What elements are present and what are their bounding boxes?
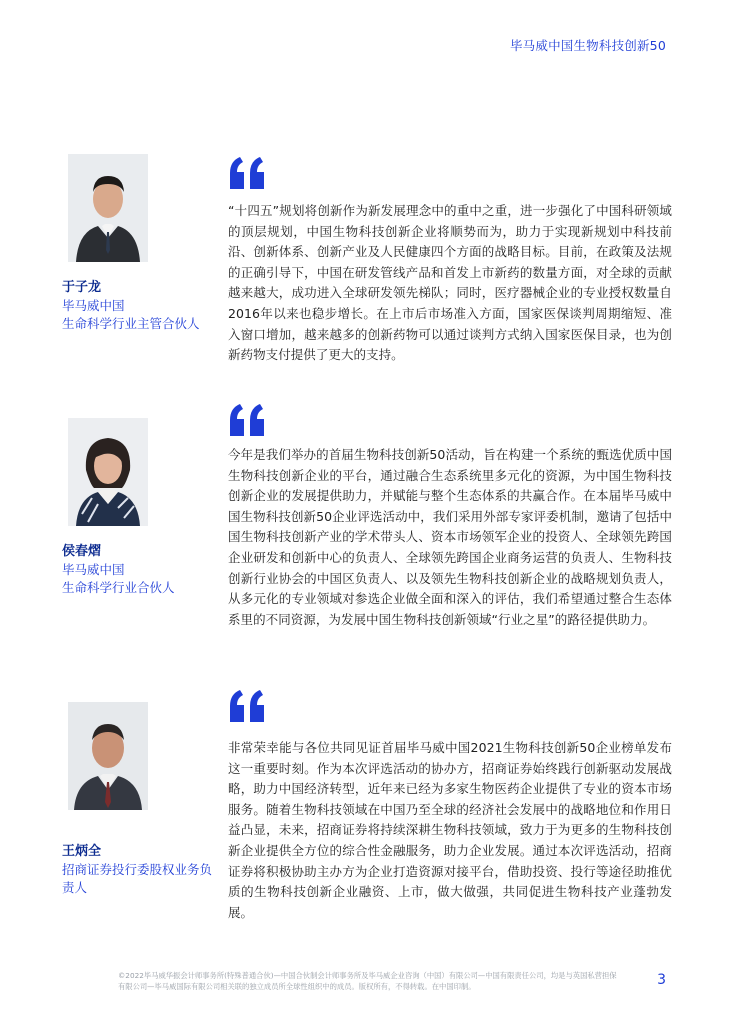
portrait-photo-icon — [68, 418, 148, 526]
portrait-photo — [68, 154, 148, 262]
person-title-text: 毕马威中国 生命科学行业合伙人 — [62, 562, 175, 595]
person-title — [62, 561, 212, 597]
person-title — [62, 861, 212, 897]
portrait-photo-icon — [68, 702, 148, 810]
quote-mark-icon — [228, 688, 268, 722]
person-title-text: 招商证券投行委股权业务负责人 — [62, 862, 213, 895]
person-name: 于子龙 — [62, 280, 102, 295]
footer-legal-text: ©2022毕马威华振会计师事务所(特殊普通合伙)—中国合伙制会计师事务所及毕马威企业咨询（中国）有限公司—中国有限责任公司，均是与英国私营担保有限公司—毕马威国际有限公司相关联的独立成员所全球性组织中的成员。版权所有，不得转载。在中国印制。 — [118, 971, 617, 991]
portrait-photo-icon — [68, 154, 148, 262]
portrait-photo — [68, 702, 148, 810]
quote-mark-icon — [228, 155, 268, 189]
person-title-text: 毕马威中国 生命科学行业主管合伙人 — [62, 298, 200, 331]
quote-text: “十四五”规划将创新作为新发展理念中的重中之重，进一步强化了中国科研领域的顶层规划，中国生物科技创新企业将顺势而为，助力于实现新规划中科技前沿、创新体系、创新产业及人民健康四个方面的战略目标。目前，在政策及法规的正确引导下，中国在研发管线产品和首发上市新药的数量方面，对全球的贡献越来越大，成功进入全球研发领先梯队；同时，医疗器械企业的专业授权数量自2016年以来也稳步增长。在上市后市场准入方面，国家医保谈判周期缩短、准入窗口增加，越来越多的创新药物可以通过谈判方式纳入国家医保目录，也为创新药物支付提供了更大的支持。 — [228, 203, 672, 363]
person-name: 侯春熠 — [62, 544, 102, 559]
portrait-photo — [68, 418, 148, 526]
quote-text: 非常荣幸能与各位共同见证首届毕马威中国2021生物科技创新50企业榜单发布这一重要时刻。作为本次评选活动的协办方，招商证券始终践行创新驱动发展战略，助力中国经济转型，近年来已经为多家生物医药企业提供了专业的资本市场服务。随着生物科技领域在中国乃至全球的经济社会发展中的战略地位和作用日益凸显，未来，招商证券将持续深耕生物科技领域，致力于为更多的生物科技创新企业提供全方位的综合性金融服务，助力企业发展。通过本次评选活动，招商证券将积极协助主办方为企业打造资源对接平台，借助投资、投行等途径助推优质的生物科技创新企业融资、上市，做大做强，共同促进生物科技产业蓬勃发展。 — [228, 740, 672, 920]
person-name: 王炳全 — [62, 844, 102, 859]
person-title — [62, 297, 212, 333]
page-number: 3 — [657, 972, 666, 988]
quote-text: 今年是我们举办的首届生物科技创新50活动，旨在构建一个系统的甄选优质中国生物科技创新企业的平台，通过融合生态系统里多元化的资源，为中国生物科技创新企业的发展提供助力，并赋能与整个生态体系的共赢合作。在本届毕马威中国生物科技创新50企业评选活动中，我们采用外部专家评委机制，邀请了包括中国生物科技创新产业的学术带头人、资本市场领军企业的投资人、全球领先跨国企业研发和创新中心的负责人、全球领先跨国企业商务运营的负责人、生物科技创新行业协会的中国区负责人、以及领先生物科技创新企业的战略规划负责人，从多元化的专业领域对参选企业做全面和深入的评估，我们希望通过整合生态体系里的不同资源，为发展中国生物科技创新领域“行业之星”的路径提供助力。 — [228, 447, 672, 627]
running-header-title: 毕马威中国生物科技创新50 — [509, 38, 666, 53]
quote-mark-icon — [228, 402, 268, 436]
